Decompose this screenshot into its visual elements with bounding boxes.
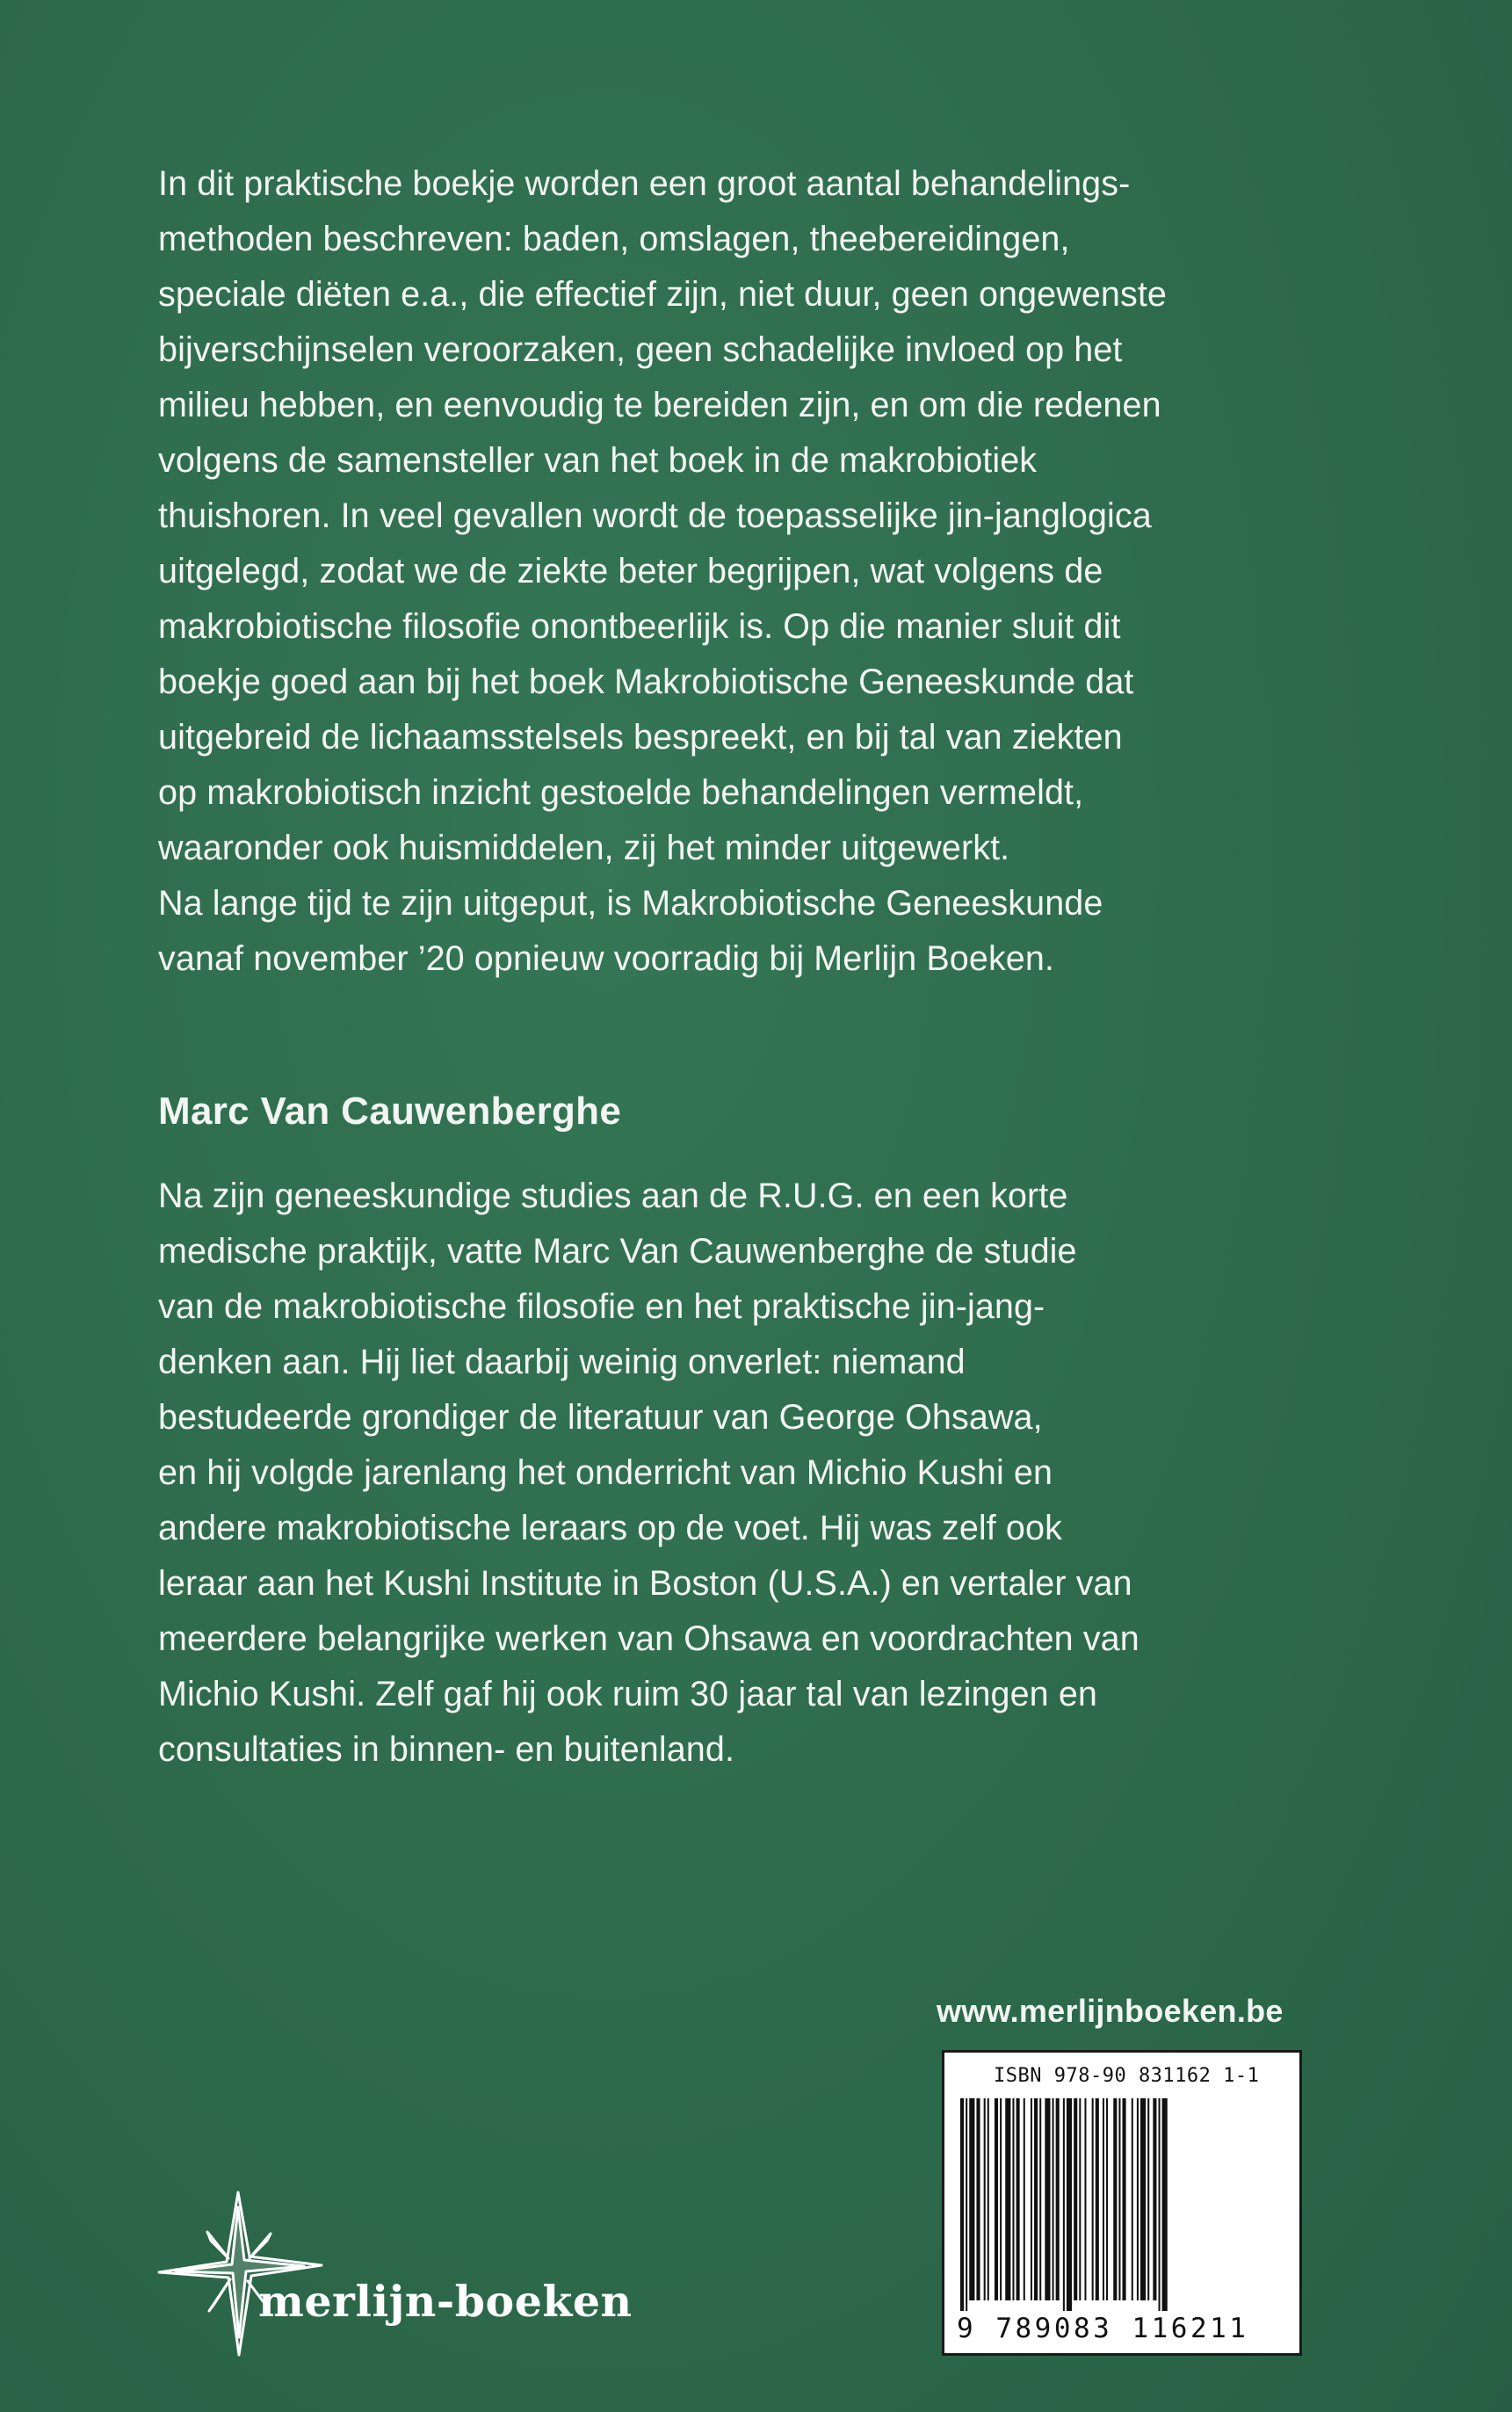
barcode-bar <box>1096 2098 1099 2300</box>
barcode-digits: 9 789083 116211 <box>957 2313 1249 2344</box>
bio-line: van de makrobiotische filosofie en het praktische jin-jang- <box>158 1287 1045 1326</box>
description-line: vanaf november ’20 opnieuw voorradig bij Merlijn Boeken. <box>158 939 1055 978</box>
bio-line: meerdere belangrijke werken van Ohsawa en voordrachten van <box>158 1619 1139 1658</box>
barcode-bar <box>1092 2098 1094 2300</box>
bio-line: andere makrobiotische leraars op de voet. Hij was zelf ook <box>158 1509 1062 1547</box>
description-line: waaronder ook huismiddelen, zij het minder uitgewerkt. <box>158 829 1010 867</box>
barcode-bar <box>1063 2098 1065 2311</box>
barcode-bar <box>1132 2098 1133 2300</box>
description-line: makrobiotische filosofie onontbeerlijk is. Op die manier sluit dit <box>158 607 1121 646</box>
barcode-bar <box>1056 2098 1060 2300</box>
book-description <box>158 156 1335 987</box>
barcode-bar <box>1000 2098 1002 2300</box>
publisher-website[interactable]: www.merlijnboeken.be <box>937 1993 1284 2029</box>
barcode-bar <box>1045 2098 1050 2300</box>
description-line: volgens de samensteller van het boek in de makrobiotiek <box>158 441 1038 480</box>
barcode-bar <box>960 2098 964 2311</box>
barcode-bar <box>966 2098 967 2311</box>
barcode-bar <box>1103 2098 1104 2300</box>
barcode-bar <box>1106 2098 1108 2300</box>
description-line: In dit praktische boekje worden een groot aantal behandelings- <box>158 164 1131 203</box>
barcode-bar <box>1016 2098 1020 2300</box>
bio-line: Na zijn geneeskundige studies aan de R.U.G. en een korte <box>158 1177 1068 1215</box>
publisher-logo <box>155 2188 682 2364</box>
description-line: milieu hebben, en eenvoudig te bereiden zijn, en om die redenen <box>158 386 1161 424</box>
barcode-bar <box>1162 2098 1168 2311</box>
barcode-bar <box>1137 2098 1139 2300</box>
barcode-bar <box>1153 2098 1156 2300</box>
barcode-bar <box>1031 2098 1032 2300</box>
barcode-bar <box>1053 2098 1054 2300</box>
publisher-logo-text: merlijn-boeken <box>258 2276 633 2327</box>
barcode-bar <box>1039 2098 1041 2300</box>
description-line: boekje goed aan bij het boek Makrobiotische Geneeskunde dat <box>158 663 1134 701</box>
bio-line: Michio Kushi. Zelf gaf hij ook ruim 30 jaar tal van lezingen en <box>158 1675 1097 1713</box>
barcode-bar <box>1118 2098 1120 2300</box>
bio-line: consultaties in binnen- en buitenland. <box>158 1730 735 1769</box>
bio-line: bestudeerde grondiger de literatuur van George Ohsawa, <box>158 1398 1043 1437</box>
barcode-bar <box>1012 2098 1014 2300</box>
description-line: bijverschijnselen veroorzaken, geen schadelijke invloed op het <box>158 330 1123 369</box>
barcode-bar <box>969 2098 974 2300</box>
bio-line: en hij volgde jarenlang het onderricht van Michio Kushi en <box>158 1453 1053 1492</box>
isbn-label: ISBN 978-90 831162 1-1 <box>994 2065 1260 2087</box>
barcode-bar <box>1123 2098 1126 2300</box>
barcode-bar <box>1005 2098 1010 2300</box>
barcode-bar <box>988 2098 989 2300</box>
barcode-bar <box>1084 2098 1086 2300</box>
barcode-bar <box>1074 2098 1077 2300</box>
description-line: uitgebreid de lichaamsstelsels bespreekt, en bij tal van ziekten <box>158 718 1123 757</box>
barcode-bars <box>957 2098 1291 2311</box>
author-name: Marc Van Cauwenberghe <box>158 1090 622 1133</box>
description-line: uitgelegd, zodat we de ziekte beter begrijpen, wat volgens de <box>158 552 1103 590</box>
bio-line: denken aan. Hij liet daarbij weinig onverlet: niemand <box>158 1343 966 1381</box>
description-line: thuishoren. In veel gevallen wordt de toepasselijke jin-janglogica <box>158 496 1152 535</box>
barcode-bar <box>1159 2098 1161 2311</box>
barcode-bar <box>1113 2098 1117 2300</box>
barcode-bar <box>1034 2098 1038 2300</box>
barcode-bar <box>984 2098 986 2300</box>
description-line: Na lange tijd te zijn uitgeput, is Makrobiotische Geneeskunde <box>158 884 1103 923</box>
barcode-bar <box>1147 2098 1149 2300</box>
bio-line: leraar aan het Kushi Institute in Boston (U.S.A.) en vertaler van <box>158 1564 1132 1603</box>
bio-line: medische praktijk, vatte Marc Van Cauwenberghe de studie <box>158 1232 1077 1271</box>
barcode-bar <box>995 2098 998 2300</box>
barcode-bar <box>1067 2098 1072 2311</box>
barcode-bar <box>1079 2098 1081 2300</box>
author-bio <box>158 1169 1335 1778</box>
barcode-bar <box>976 2098 980 2300</box>
barcode-bar <box>1140 2098 1146 2300</box>
description-line: speciale diëten e.a., die effectief zijn, niet duur, geen ongewenste <box>158 275 1167 314</box>
description-line: methoden beschreven: baden, omslagen, theebereidingen, <box>158 220 1070 258</box>
description-line: op makrobiotisch inzicht gestoelde behandelingen vermeldt, <box>158 773 1084 812</box>
barcode-bar <box>1024 2098 1025 2300</box>
isbn-barcode <box>942 2050 1302 2356</box>
